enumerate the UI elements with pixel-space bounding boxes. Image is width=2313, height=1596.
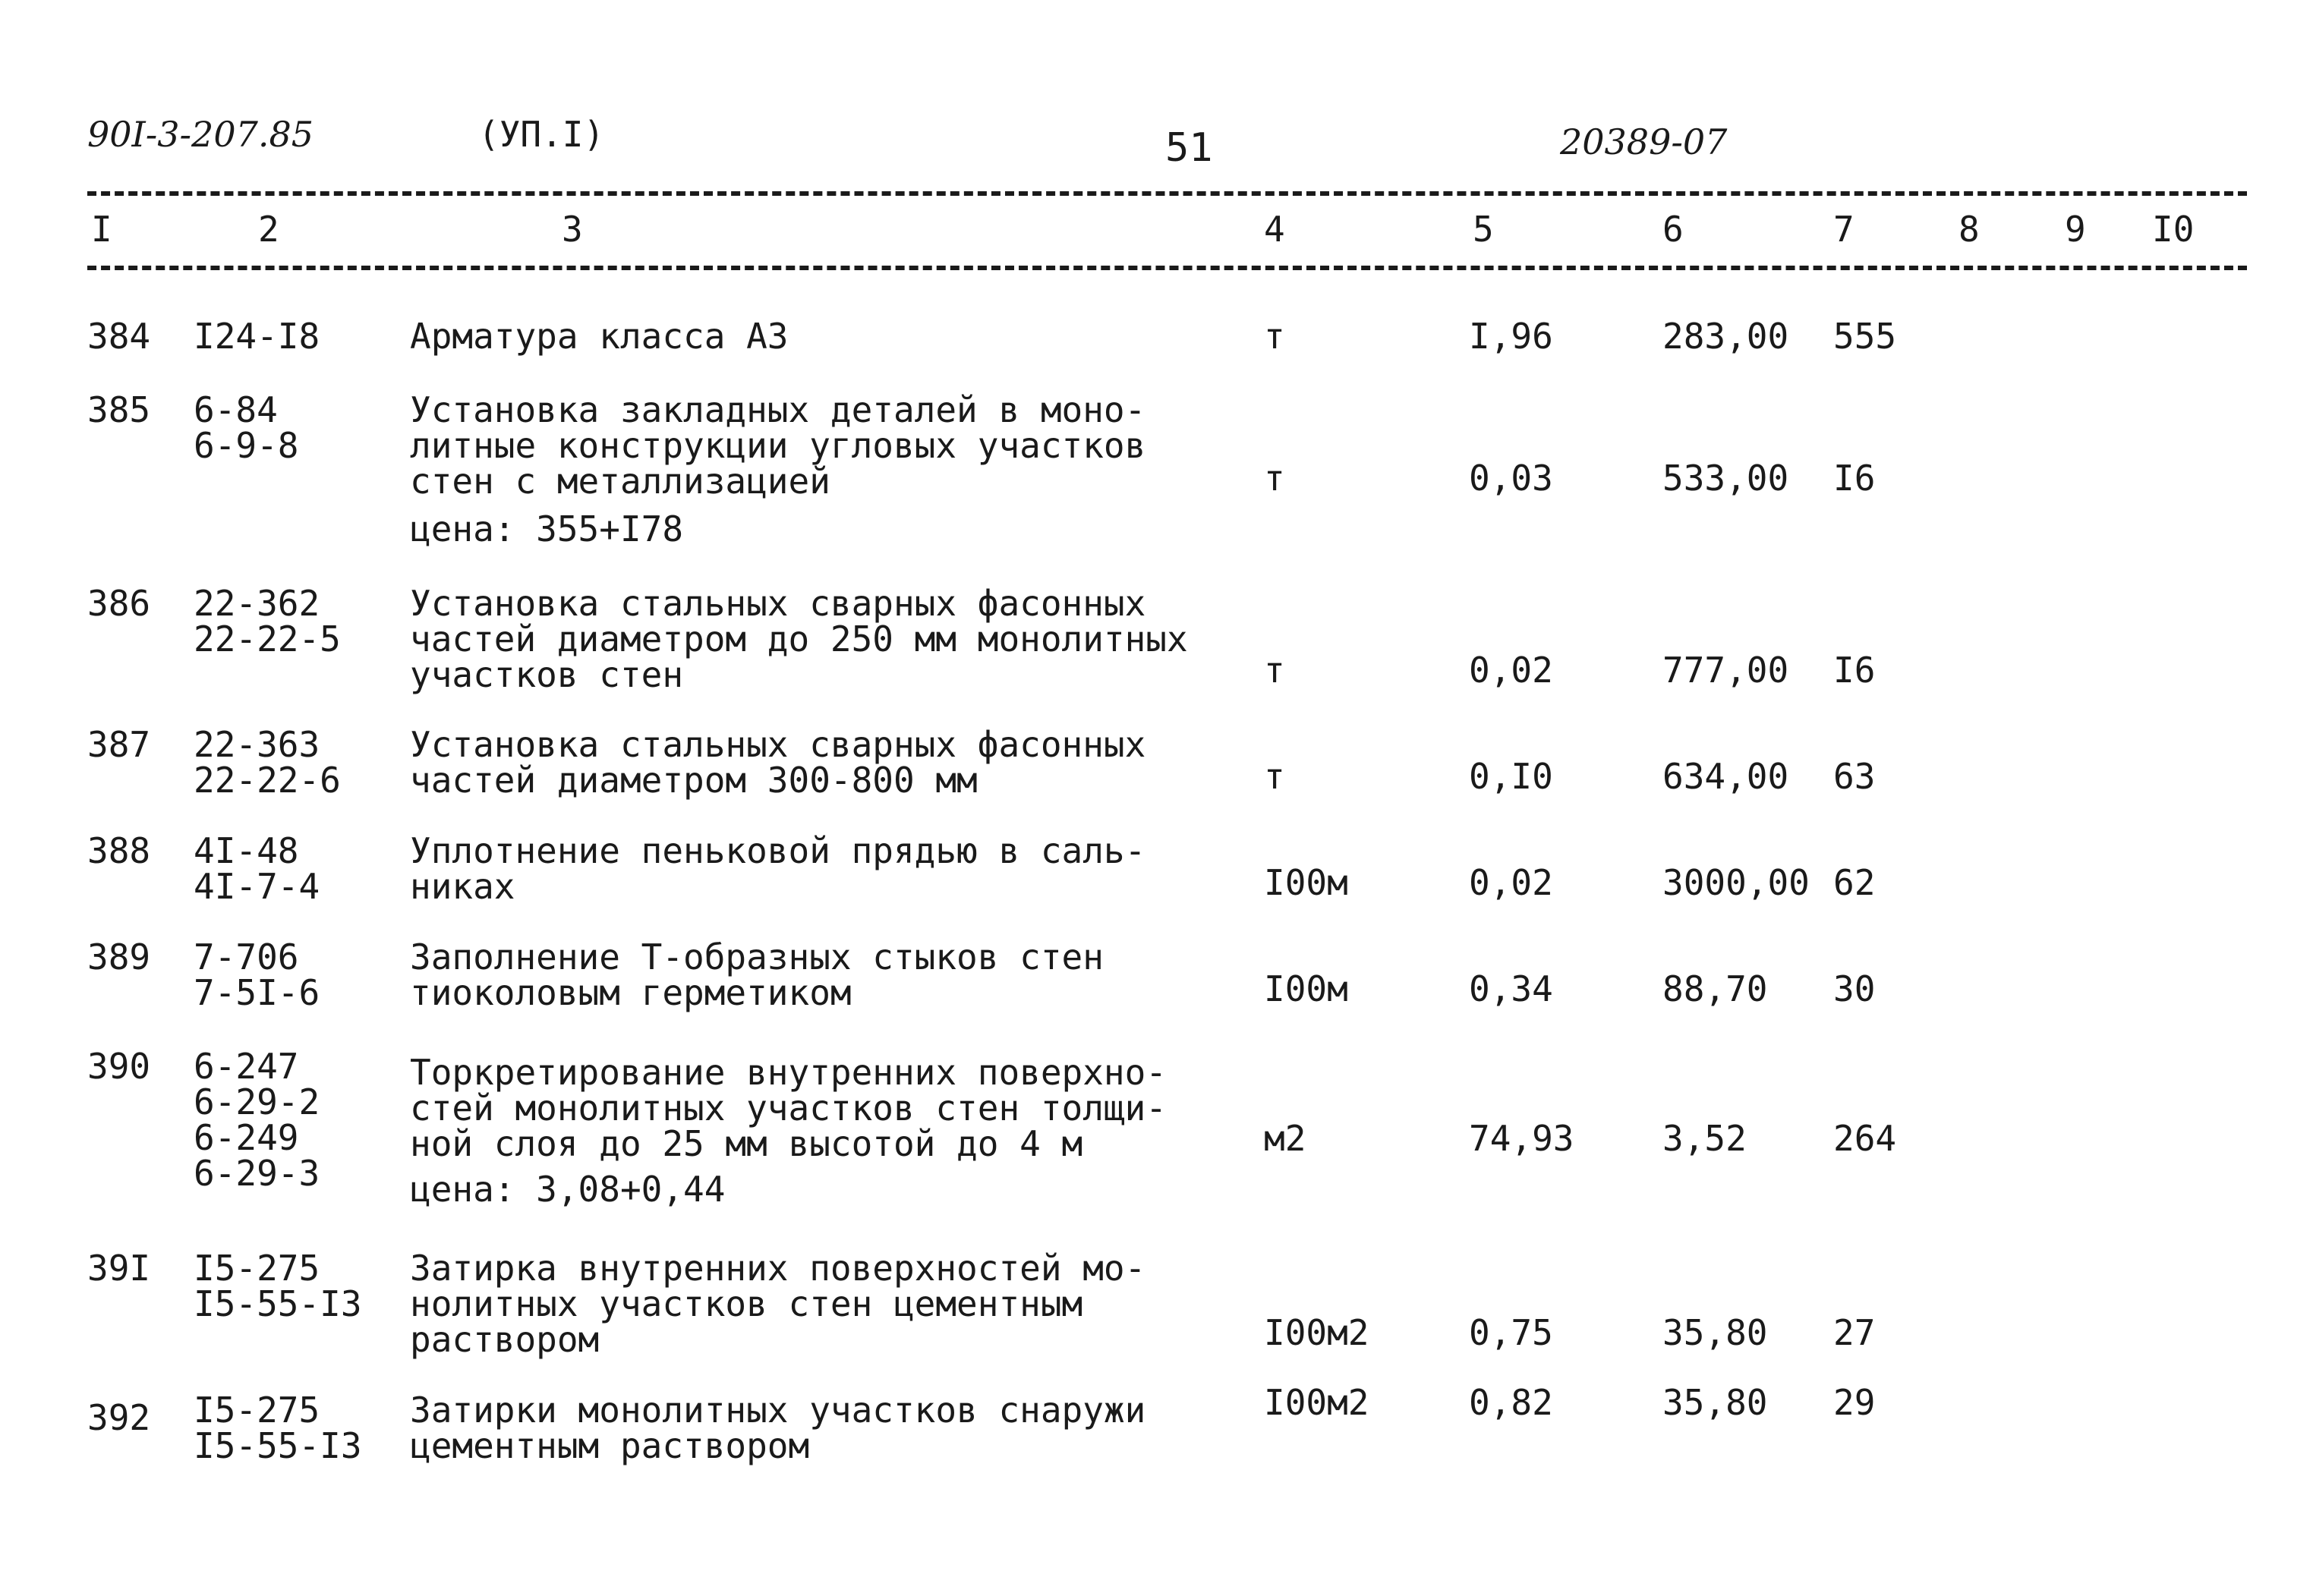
row-quantity: 0,I0 [1469,756,1553,797]
row-quantity: 74,93 [1469,1118,1574,1159]
row-quantity: I,96 [1469,316,1553,357]
row-quantity: 0,75 [1469,1312,1553,1353]
row-description: Арматура класса А3 [410,316,789,357]
row-description: Затирки монолитных участков снаружи цементным раствором [410,1390,1146,1466]
row-codes: 6-247 6-29-2 6-249 6-29-3 [194,1046,320,1194]
row-unit: I00м [1264,862,1348,903]
column-number: I [91,209,112,250]
row-unit: т [1264,458,1285,499]
row-total: 30 [1833,968,1876,1009]
row-codes: I24-I8 [194,316,320,357]
row-total: 29 [1833,1382,1876,1423]
row-description: Торкретирование внутренних поверхно- стей монолитных участков стен толщи- ной слоя до 25 мм высотой до 4 м [410,1052,1167,1164]
page-number: 51 [1165,125,1213,171]
row-unit: т [1264,316,1285,357]
row-description: Заполнение Т-образных стыков стен тиоколовым герметиком [410,937,1104,1013]
row-unit-price: 3000,00 [1662,862,1810,903]
row-unit-price: 35,80 [1662,1382,1768,1423]
row-number: 386 [87,583,151,624]
header-rule-bottom [87,266,2247,270]
album-label: (УП.I) [478,114,605,155]
row-unit: т [1264,756,1285,797]
row-unit: I00м2 [1264,1312,1369,1353]
row-unit-price: 283,00 [1662,316,1789,357]
column-number: 9 [2065,209,2086,250]
row-quantity: 0,02 [1469,862,1553,903]
column-number: I0 [2152,209,2195,250]
row-unit-price: 533,00 [1662,458,1789,499]
column-number: 5 [1473,209,1494,250]
row-quantity: 0,82 [1469,1382,1553,1423]
row-description: Установка стальных сварных фасонных частей диаметром 300-800 мм [410,724,1146,801]
row-total: 555 [1833,316,1897,357]
row-codes: 6-84 6-9-8 [194,389,299,466]
row-unit-price: 634,00 [1662,756,1789,797]
column-number: 8 [1958,209,1980,250]
row-number: 39I [87,1248,151,1289]
archive-number: 20389-07 [1560,121,1728,162]
row-quantity: 0,02 [1469,650,1553,691]
header-rule-top [87,191,2247,196]
row-codes: I5-275 I5-55-I3 [194,1248,362,1324]
column-number: 4 [1264,209,1285,250]
row-description: Уплотнение пеньковой прядью в саль- никах [410,830,1146,907]
row-total: 63 [1833,756,1876,797]
row-codes: I5-275 I5-55-I3 [194,1390,362,1466]
row-number: 390 [87,1046,151,1087]
row-unit-price: 3,52 [1662,1118,1747,1159]
column-number: 6 [1662,209,1684,250]
row-unit: I00м [1264,968,1348,1009]
row-unit-price: 35,80 [1662,1312,1768,1353]
row-unit-price: 777,00 [1662,650,1789,691]
row-number: 392 [87,1397,151,1438]
doc-code: 90I-3-207.85 [87,114,314,155]
column-number: 2 [258,209,279,250]
row-number: 384 [87,316,151,357]
row-total: I6 [1833,650,1876,691]
row-codes: 4I-48 4I-7-4 [194,830,320,907]
row-price-note: цена: 355+I78 [410,508,684,549]
row-unit-price: 88,70 [1662,968,1768,1009]
row-codes: 7-706 7-5I-6 [194,937,320,1013]
row-number: 388 [87,830,151,871]
row-number: 387 [87,724,151,765]
row-unit: м2 [1264,1118,1306,1159]
row-codes: 22-363 22-22-6 [194,724,341,801]
column-number: 7 [1833,209,1854,250]
row-total: 27 [1833,1312,1876,1353]
row-unit: I00м2 [1264,1382,1369,1423]
row-description: Установка закладных деталей в моно- литные конструкции угловых участков стен с металлизацией [410,389,1146,502]
row-quantity: 0,34 [1469,968,1553,1009]
row-total: I6 [1833,458,1876,499]
row-description: Установка стальных сварных фасонных частей диаметром до 250 мм монолитных участков стен [410,583,1188,695]
row-total: 264 [1833,1118,1897,1159]
row-quantity: 0,03 [1469,458,1553,499]
row-unit: т [1264,650,1285,691]
row-number: 385 [87,389,151,430]
row-description: Затирка внутренних поверхностей мо- нолитных участков стен цементным раствором [410,1248,1146,1360]
row-total: 62 [1833,862,1876,903]
row-price-note: цена: 3,08+0,44 [410,1169,726,1210]
row-codes: 22-362 22-22-5 [194,583,341,659]
column-number: 3 [562,209,583,250]
row-number: 389 [87,937,151,977]
